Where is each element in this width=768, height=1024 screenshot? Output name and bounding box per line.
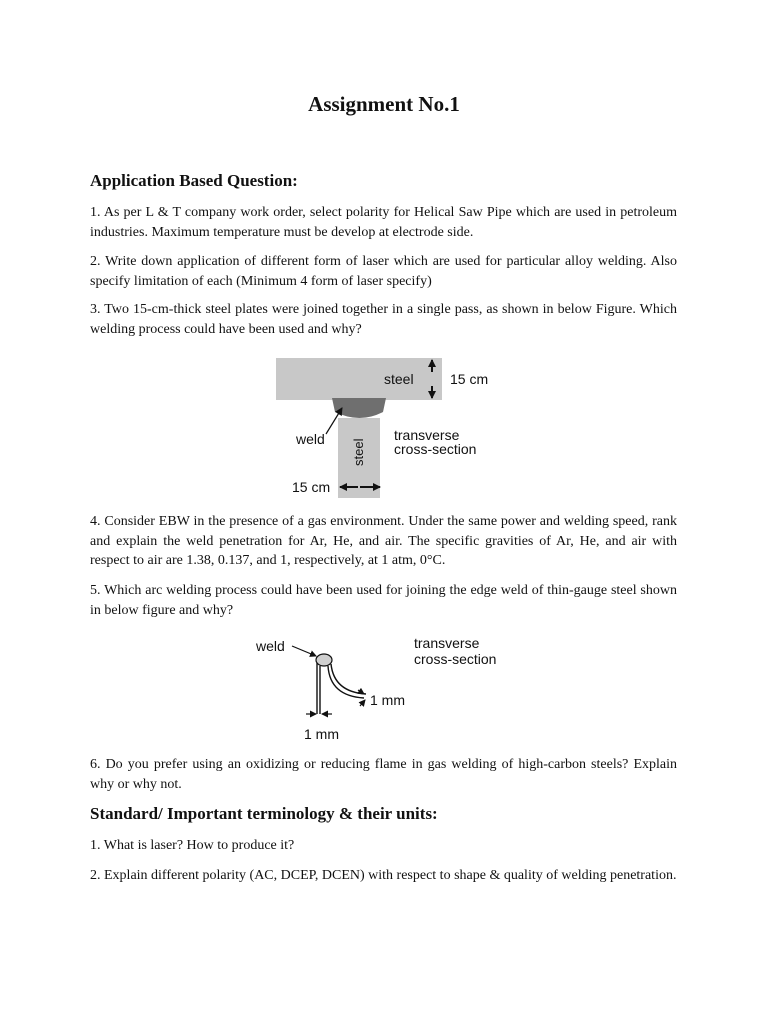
label-transverse: transverse: [394, 427, 460, 443]
label-weld: weld: [296, 431, 325, 447]
figure-edge-weld: [250, 630, 520, 746]
question-4: 4. Consider EBW in the presence of a gas environment. Under the same power and welding speed, rank and explain the weld penetration for Ar, He, and air. The specific gravities of Ar, He, and air with respect to air are 1.38, 0.137, and 1, respectively, at 1 atm, 0°C.: [90, 514, 677, 568]
label-weld: weld: [256, 638, 285, 654]
label-cross-section: cross-section: [414, 651, 497, 667]
weld-leader-arrow: [292, 646, 316, 656]
label-cross-section: cross-section: [394, 441, 477, 457]
sheet-right-outer: [331, 664, 366, 694]
label-transverse: transverse: [414, 635, 480, 651]
section-heading-terminology: Standard/ Important terminology & their units:: [90, 804, 438, 823]
terminology-question-2: 2. Explain different polarity (AC, DCEP, DCEN) with respect to shape & quality of welding penetration.: [90, 868, 677, 883]
weld-bead: [332, 398, 386, 418]
figure-t-joint: [270, 352, 510, 502]
gap-arrow-bottom: [360, 700, 365, 706]
terminology-question-1: 1. What is laser? How to produce it?: [90, 838, 295, 853]
label-steel-vertical: steel: [351, 438, 366, 466]
question-2: 2. Write down application of different form of laser which are used for particular alloy welding. Also specify limitation of each (Minimum 4 form of laser specify): [90, 254, 677, 289]
label-gap: 1 mm: [370, 692, 405, 708]
label-steel-top: steel: [384, 371, 414, 387]
top-steel-plate: [276, 358, 442, 400]
question-1: 1. As per L & T company work order, select polarity for Helical Saw Pipe which are used in petroleum industries. Maximum temperature must be develop at electrode side.: [90, 205, 677, 240]
label-thickness-top: 15 cm: [450, 371, 489, 387]
weld-bead: [316, 654, 332, 666]
label-thickness: 1 mm: [304, 726, 339, 742]
question-3: 3. Two 15-cm-thick steel plates were joined together in a single pass, as shown in below Figure. Which welding process could have been used and why?: [90, 302, 677, 337]
label-thickness-bottom: 15 cm: [292, 479, 331, 495]
page-title: Assignment No.1: [308, 92, 460, 116]
section-heading-application: Application Based Question:: [90, 171, 298, 190]
question-5: 5. Which arc welding process could have been used for joining the edge weld of thin-gauge steel shown in below figure and why?: [90, 583, 677, 618]
question-6: 6. Do you prefer using an oxidizing or reducing flame in gas welding of high-carbon steels? Explain why or why not.: [90, 757, 677, 792]
